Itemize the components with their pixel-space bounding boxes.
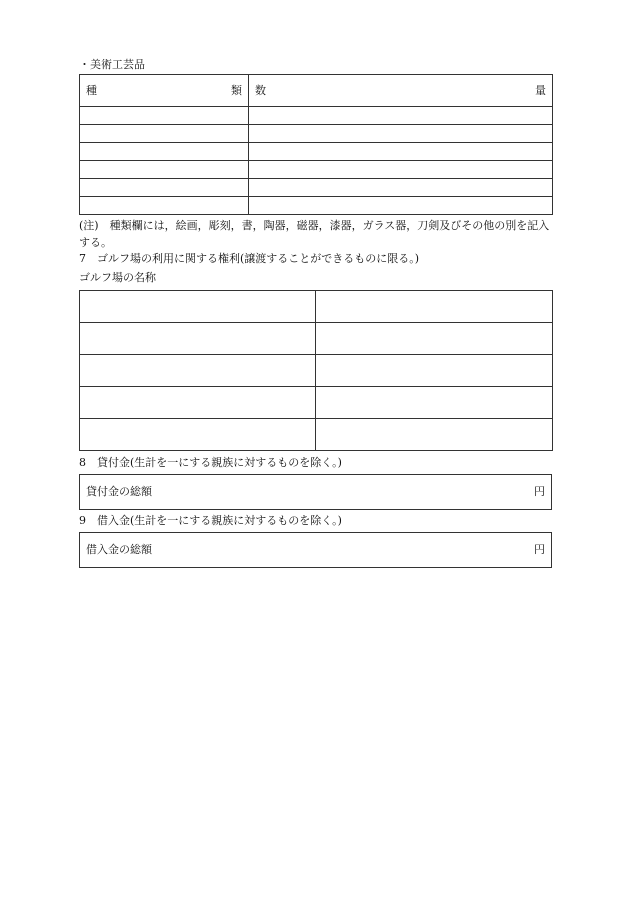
golf-detail-cell[interactable] [316, 355, 553, 387]
loan-table [79, 474, 552, 510]
borrow-unit: 円 [534, 543, 545, 557]
art-table-header [80, 75, 553, 107]
type-cell[interactable] [80, 179, 249, 197]
art-heading: ・美術工芸品 [79, 58, 145, 71]
type-cell[interactable] [80, 161, 249, 179]
quantity-column-header [249, 75, 553, 107]
golf-name-cell[interactable] [80, 323, 316, 355]
table-row [80, 323, 553, 355]
type-header-char-2: 類 [231, 83, 242, 97]
table-row [80, 355, 553, 387]
golf-name-cell[interactable] [80, 419, 316, 451]
form-sheet [79, 58, 552, 568]
table-row [80, 533, 552, 568]
table-row [80, 475, 552, 510]
type-cell[interactable] [80, 197, 249, 215]
golf-detail-cell[interactable] [316, 323, 553, 355]
quantity-cell[interactable] [249, 143, 553, 161]
table-row [80, 419, 553, 451]
table-row [80, 125, 553, 143]
borrow-table [79, 532, 552, 568]
art-note: (注) 種類欄には，絵画，彫刻，書，陶器，磁器，漆器，ガラス器，刀剣及びその他の別を記入する。 [79, 219, 550, 249]
loan-total-cell[interactable] [80, 475, 552, 510]
quantity-cell[interactable] [249, 125, 553, 143]
loan-unit: 円 [534, 485, 545, 499]
table-row [80, 179, 553, 197]
golf-label: ゴルフ場の名称 [79, 271, 156, 284]
table-row [80, 387, 553, 419]
golf-detail-cell[interactable] [316, 387, 553, 419]
golf-detail-cell[interactable] [316, 291, 553, 323]
table-row [80, 143, 553, 161]
table-row [80, 291, 553, 323]
golf-table [79, 290, 553, 451]
golf-detail-cell[interactable] [316, 419, 553, 451]
art-table [79, 74, 553, 215]
table-row [80, 107, 553, 125]
quantity-header-char-2: 量 [535, 83, 546, 97]
golf-name-cell[interactable] [80, 355, 316, 387]
quantity-cell[interactable] [249, 197, 553, 215]
quantity-cell[interactable] [249, 161, 553, 179]
type-column-header [80, 75, 249, 107]
table-row [80, 197, 553, 215]
borrow-total-cell[interactable] [80, 533, 552, 568]
table-row [80, 161, 553, 179]
type-cell[interactable] [80, 107, 249, 125]
loan-total-label: 貸付金の総額 [86, 485, 152, 499]
quantity-cell[interactable] [249, 179, 553, 197]
quantity-cell[interactable] [249, 107, 553, 125]
loan-heading: 8 貸付金(生計を一にする親族に対するものを除く。) [79, 456, 342, 469]
borrow-heading: 9 借入金(生計を一にする親族に対するものを除く。) [79, 514, 342, 527]
golf-name-cell[interactable] [80, 291, 316, 323]
golf-heading: 7 ゴルフ場の利用に関する権利(譲渡することができるものに限る。) [79, 252, 420, 265]
golf-name-cell[interactable] [80, 387, 316, 419]
borrow-total-label: 借入金の総額 [86, 543, 152, 557]
quantity-header-char-1: 数 [255, 83, 266, 97]
type-header-char-1: 種 [86, 83, 97, 97]
type-cell[interactable] [80, 143, 249, 161]
type-cell[interactable] [80, 125, 249, 143]
